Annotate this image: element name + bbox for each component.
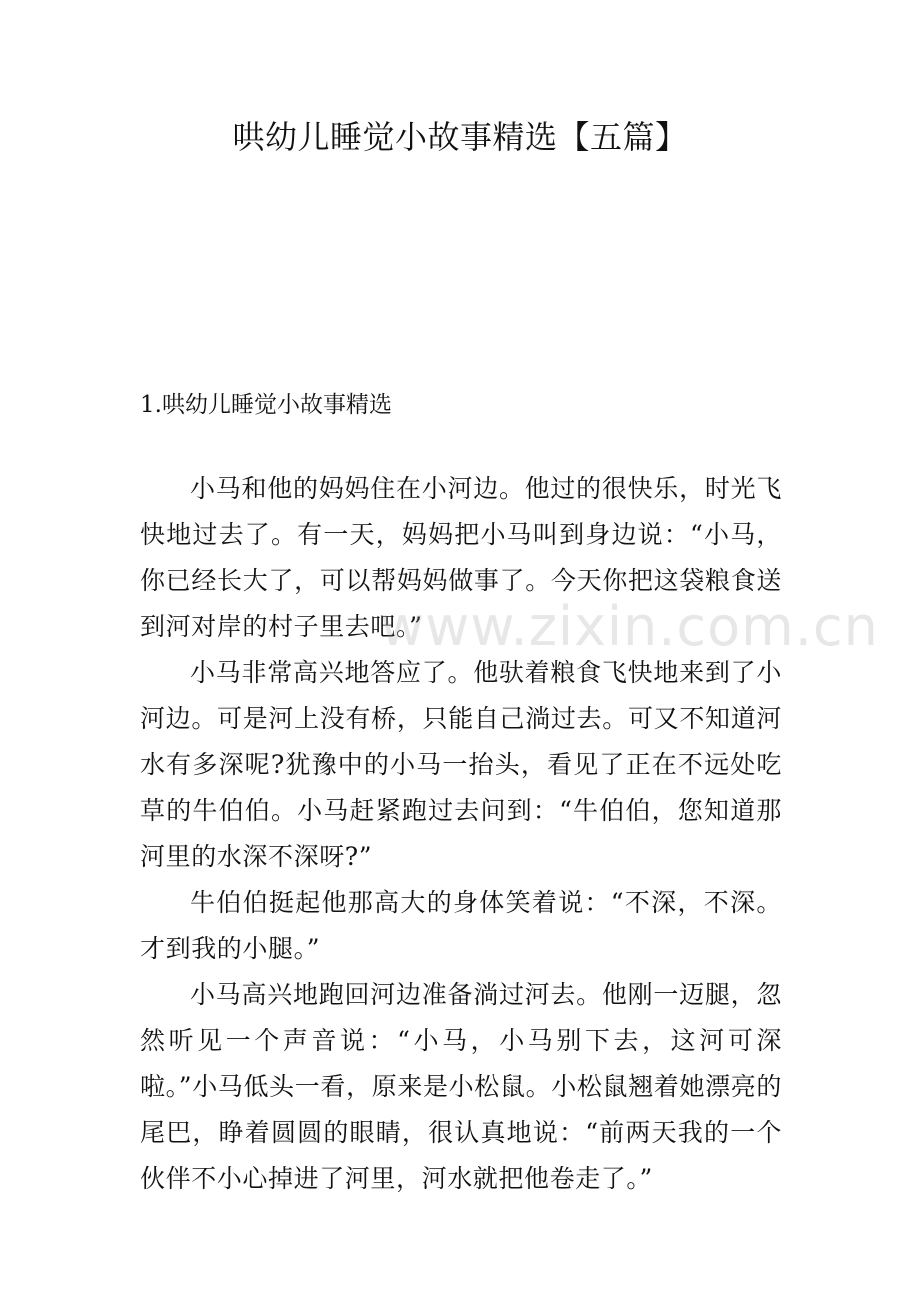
paragraph-1: 小马和他的妈妈住在小河边。他过的很快乐，时光飞快地过去了。有一天，妈妈把小马叫到身边说：“小马，你已经长大了，可以帮妈妈做事了。今天你把这袋粮食送到河对岸的村子里去吧。”	[140, 474, 782, 641]
story-body	[140, 466, 782, 1202]
paragraph-3: 牛伯伯挺起他那高大的身体笑着说：“不深，不深。才到我的小腿。”	[140, 888, 782, 963]
watermark: www.zixin.com.cn	[380, 595, 879, 658]
page-title: 哄幼儿睡觉小故事精选【五篇】	[232, 118, 688, 156]
paragraph-2: 小马非常高兴地答应了。他驮着粮食飞快地来到了小河边。可是河上没有桥，只能自己淌过去。可又不知道河水有多深呢?犹豫中的小马一抬头，看见了正在不远处吃草的牛伯伯。小马赶紧跑过去问到：“牛伯伯，您知道那河里的水深不深呀?”	[140, 658, 782, 871]
paragraph-4: 小马高兴地跑回河边准备淌过河去。他刚一迈腿，忽然听见一个声音说：“小马，小马别下去，这河可深啦。”小马低头一看，原来是小松鼠。小松鼠翘着她漂亮的尾巴，睁着圆圆的眼睛，很认真地说：“前两天我的一个伙伴不小心掉进了河里，河水就把他卷走了。”	[140, 980, 782, 1193]
section-heading: 1.哄幼儿睡觉小故事精选	[140, 392, 392, 418]
